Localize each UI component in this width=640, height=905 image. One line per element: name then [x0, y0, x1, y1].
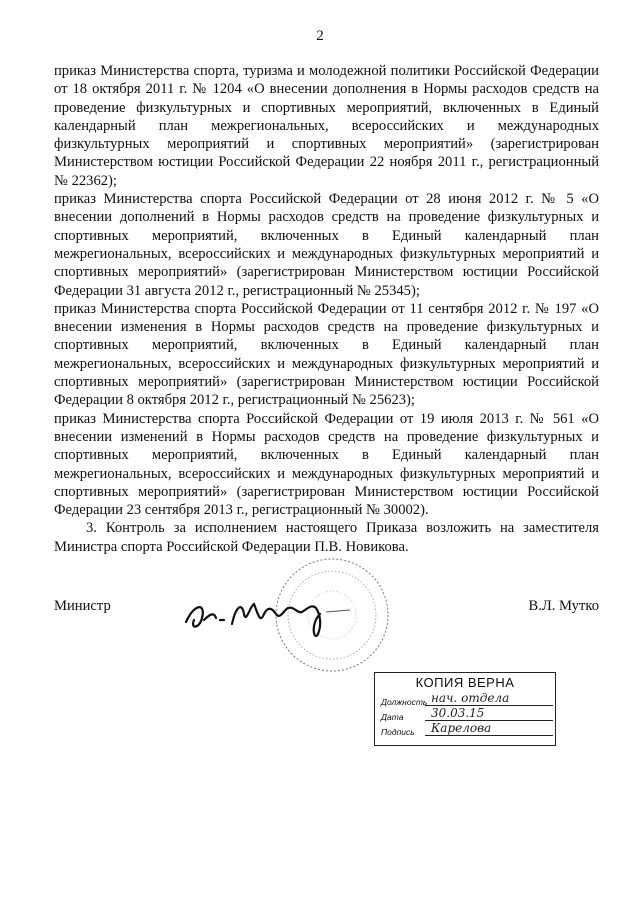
signer-title: Министр: [54, 598, 111, 614]
signature-block: [54, 592, 599, 652]
document-body: [54, 62, 599, 556]
stamp-date-value: 30.03.15: [425, 706, 553, 721]
stamp-position-label: Должность: [381, 697, 428, 707]
order-2012-june-paragraph: приказ Министерства спорта Российской Федерации от 28 июня 2012 г. № 5 «О внесении дополнений в Нормы расходов средств на проведение физкультурных и спортивных мероприятий, включенных в Единый календарный план межрегиональных, всероссийских и международных физкультурных мероприятий и спортивных мероприятий» (зарегистрирован Министерством юстиции Российской Федерации 31 августа 2012 г., регистрационный № 25345);: [54, 191, 599, 299]
copy-certified-stamp: [374, 672, 556, 746]
order-2013-paragraph: приказ Министерства спорта Российской Федерации от 19 июля 2013 г. № 561 «О внесении изменений в Нормы расходов средств на проведение физкультурных и спортивных мероприятий, включенных в Единый календарный план межрегиональных, всероссийских и международных физкультурных мероприятий и спортивных мероприятий» (зарегистрирован Министерством юстиции Российской Федерации 23 сентября 2013 г., регистрационный № 30002).: [54, 410, 599, 519]
stamp-signature-label: Подпись: [381, 727, 415, 737]
stamp-title: КОПИЯ ВЕРНА: [415, 675, 515, 690]
stamp-date-label: Дата: [381, 712, 404, 722]
stamp-signature-line: [381, 723, 555, 738]
page-number: 2: [316, 28, 324, 44]
order-2012-september-paragraph: приказ Министерства спорта Российской Федерации от 11 сентября 2012 г. № 197 «О внесении изменения в Нормы расходов средств на проведение физкультурных и спортивных мероприятий, включенных в Единый календарный план межрегиональных, всероссийских и международных физкультурных мероприятий и спортивных мероприятий» (зарегистрирован Министерством юстиции Российской Федерации 8 октября 2012 г., регистрационный № 25623);: [54, 300, 599, 409]
order-2011-paragraph: приказ Министерства спорта, туризма и молодежной политики Российской Федерации от 18 октября 2011 г. № 1204 «О внесении дополнения в Нормы расходов средств на проведение физкультурных и спортивных мероприятий, включенных в Единый календарный план межрегиональных, всероссийских и международных физкультурных мероприятий и спортивных мероприятий» (зарегистрирован Министерством юстиции Российской Федерации 22 ноября 2011 г., регистрационный № 22362);: [54, 63, 599, 189]
handwritten-signature-icon: [180, 584, 360, 644]
signer-name: В.Л. Мутко: [528, 598, 599, 614]
stamp-position-value: нач. отдела: [425, 691, 553, 706]
stamp-signature-value: Карелова: [425, 721, 553, 736]
clause-3-paragraph: 3. Контроль за исполнением настоящего Приказа возложить на заместителя Министра спорта Российской Федерации П.В. Новикова.: [54, 520, 599, 555]
